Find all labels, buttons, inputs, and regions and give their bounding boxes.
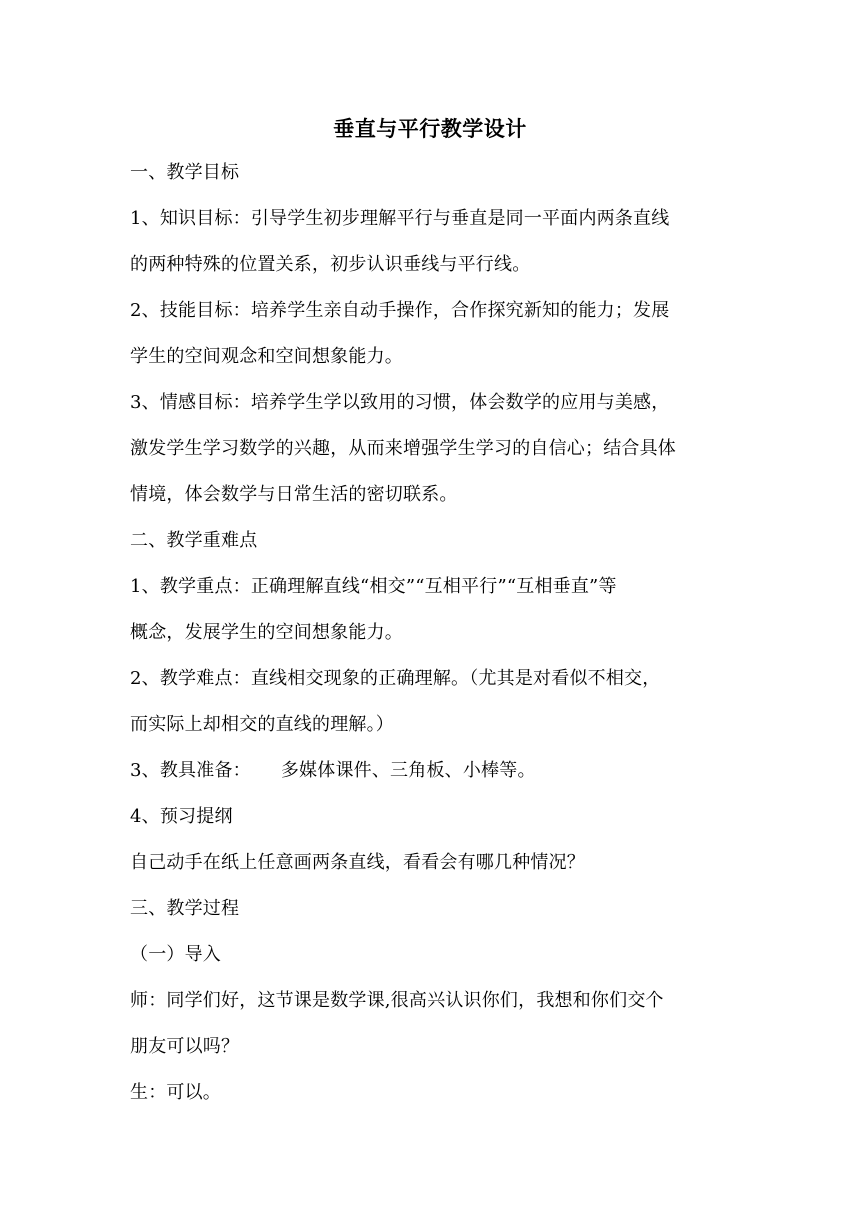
paragraph-line: 2、技能目标：培养学生亲自动手操作，合作探究新知的能力；发展 bbox=[130, 300, 670, 321]
teaching-aids-value: 多媒体课件、三角板、小棒等。 bbox=[280, 760, 536, 781]
paragraph-line: 4、预习提纲 bbox=[130, 806, 233, 827]
paragraph-line: 自己动手在纸上任意画两条直线，看看会有哪几种情况？ bbox=[130, 852, 585, 873]
paragraph-line: 师：同学们好，这节课是数学课,很高兴认识你们，我想和你们交个 bbox=[130, 990, 664, 1011]
paragraph-line: 而实际上却相交的直线的理解。） bbox=[130, 714, 394, 735]
paragraph-line: 学生的空间观念和空间想象能力。 bbox=[130, 346, 403, 367]
section-heading: 一、教学目标 bbox=[130, 162, 240, 183]
subsection-heading: （一）导入 bbox=[130, 944, 221, 965]
paragraph-line: 1、知识目标：引导学生初步理解平行与垂直是同一平面内两条直线 bbox=[130, 208, 670, 229]
paragraph-line: 概念，发展学生的空间想象能力。 bbox=[130, 622, 403, 643]
paragraph-line: 情境，体会数学与日常生活的密切联系。 bbox=[130, 484, 458, 505]
paragraph-line: 3、情感目标：培养学生学以致用的习惯，体会数学的应用与美感， bbox=[130, 392, 670, 413]
document-body bbox=[130, 156, 730, 1122]
document-title: 垂直与平行教学设计 bbox=[333, 116, 527, 141]
section-heading: 二、教学重难点 bbox=[130, 530, 258, 551]
paragraph-line: 生：可以。 bbox=[130, 1082, 221, 1103]
section-heading: 三、教学过程 bbox=[130, 898, 240, 919]
paragraph-line: 的两种特殊的位置关系，初步认识垂线与平行线。 bbox=[130, 254, 531, 275]
paragraph-line: 激发学生学习数学的兴趣，从而来增强学生学习的自信心；结合具体 bbox=[130, 438, 676, 459]
paragraph-line: 1、教学重点：正确理解直线“相交”“互相平行”“互相垂直”等 bbox=[130, 576, 617, 597]
paragraph-line: 朋友可以吗？ bbox=[130, 1036, 240, 1057]
teaching-aids-label: 3、教具准备： bbox=[130, 760, 251, 781]
teaching-aids-line bbox=[130, 754, 730, 800]
paragraph-line: 2、教学难点：直线相交现象的正确理解。（尤其是对看似不相交， bbox=[130, 668, 661, 689]
